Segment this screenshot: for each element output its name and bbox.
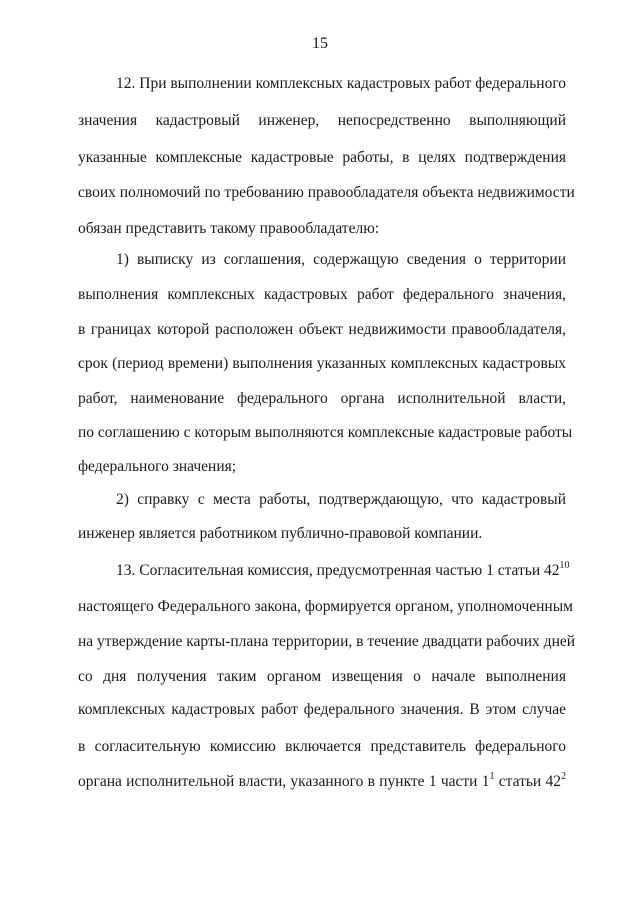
item-1-line-4: срок (период времени) выполнения указанных комплексных кадастровых (78, 355, 566, 372)
paragraph-13-line-7-text: органа исполнительной власти, указанного в пункте 1 части 1 (78, 773, 490, 790)
paragraph-13-line-7-text-2: статьи 42 (494, 773, 561, 790)
paragraph-12-line-1: 12. При выполнении комплексных кадастровых работ федерального (116, 75, 567, 92)
paragraph-12-line-4: своих полномочий по требованию правообладателя объекта недвижимости (78, 184, 575, 201)
item-2-line-1: 2) справку с места работы, подтверждающую, что кадастровый (116, 491, 566, 508)
superscript-part-number: 1 (489, 771, 495, 782)
item-1-line-1: 1) выписку из соглашения, содержащую сведения о территории (116, 251, 566, 268)
superscript-article-number-2: 2 (561, 771, 566, 782)
paragraph-13-line-3: на утверждение карты-плана территории, в течение двадцати рабочих дней (78, 633, 576, 650)
paragraph-13-line-4: со дня получения таким органом извещения о начале выполнения (78, 668, 566, 685)
superscript-article-number: 10 (559, 560, 570, 571)
paragraph-13-line-2: настоящего Федерального закона, формируется органом, уполномоченным (78, 598, 573, 615)
item-2-line-2: инженер является работником публично-правовой компании. (78, 525, 483, 542)
page-number: 15 (312, 35, 328, 52)
paragraph-13-line-1-text: 13. Согласительная комиссия, предусмотренная частью 1 статьи 42 (116, 562, 560, 579)
item-1-line-5: работ, наименование федерального органа исполнительной власти, (78, 390, 566, 407)
item-1-line-3: в границах которой расположен объект недвижимости правообладателя, (78, 321, 566, 338)
paragraph-13-line-7 (78, 772, 566, 792)
paragraph-13-line-1 (116, 560, 570, 581)
paragraph-12-line-5: обязан представить такому правообладателю: (78, 220, 380, 237)
item-1-line-2: выполнения комплексных кадастровых работ федерального значения, (78, 286, 566, 303)
item-1-line-7: федерального значения; (78, 458, 237, 475)
paragraph-12-line-3: указанные комплексные кадастровые работы, в целях подтверждения (78, 149, 566, 166)
paragraph-13-line-5: комплексных кадастровых работ федерального значения. В этом случае (78, 701, 566, 718)
paragraph-13-line-6: в согласительную комиссию включается представитель федерального (78, 738, 566, 755)
item-1-line-6: по соглашению с которым выполняются комплексные кадастровые работы (78, 424, 573, 441)
paragraph-12-line-2: значения кадастровый инженер, непосредственно выполняющий (78, 112, 566, 129)
